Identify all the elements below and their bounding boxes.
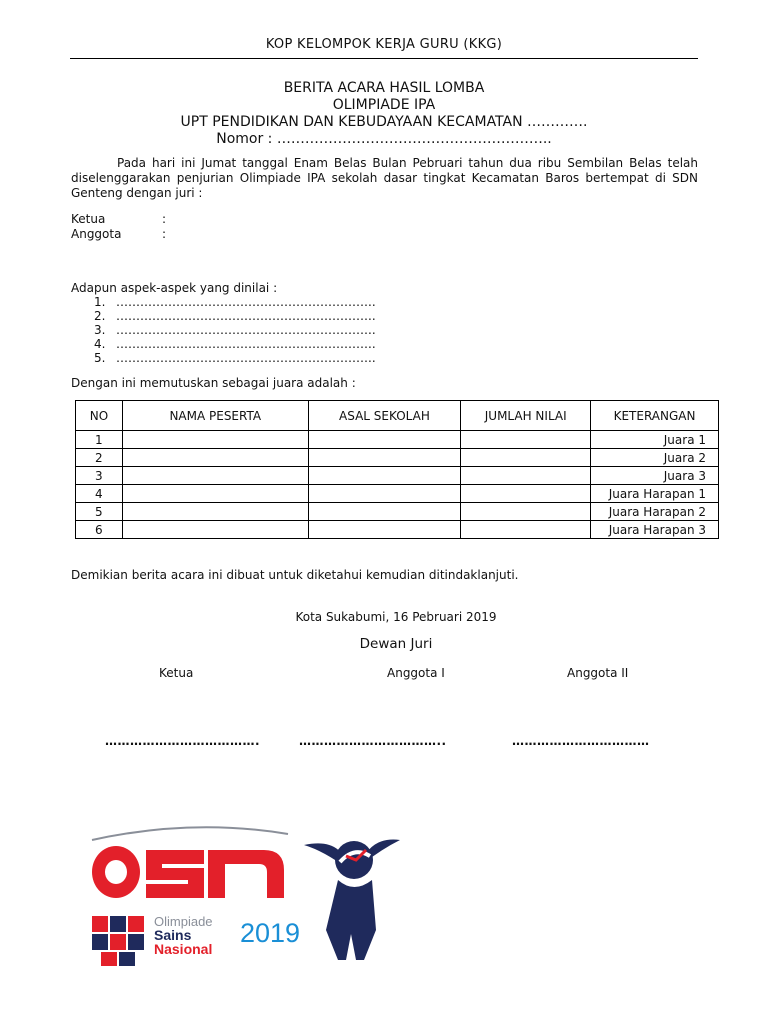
signature-label-anggota-2: Anggota II — [567, 666, 629, 680]
header-nama: NAMA PESERTA — [122, 401, 308, 431]
cell-keterangan: Juara Harapan 1 — [591, 485, 719, 503]
logo-olimpiade-text: Olimpiade — [154, 914, 213, 929]
signature-line-anggota-1: …………………………….. — [299, 734, 447, 748]
cell-asal — [308, 503, 461, 521]
title-line-3: UPT PENDIDIKAN DAN KEBUDAYAAN KECAMATAN …………. — [180, 114, 588, 130]
header-asal: ASAL SEKOLAH — [308, 401, 461, 431]
aspek-item — [94, 295, 376, 309]
logo-nasional-text: Nasional — [154, 941, 213, 957]
title-block — [0, 80, 768, 148]
cell-nilai — [461, 503, 591, 521]
cell-nilai — [461, 449, 591, 467]
aspek-item — [94, 351, 376, 365]
osn-letter-n-shape — [208, 850, 284, 898]
table-row — [76, 521, 719, 539]
cell-no: 3 — [76, 467, 123, 485]
table-header-row — [76, 401, 719, 431]
aspek-item — [94, 337, 376, 351]
decision-text: Dengan ini memutuskan sebagai juara adalah : — [71, 376, 356, 390]
aspek-num: 1. — [94, 295, 106, 309]
cell-nilai — [461, 521, 591, 539]
aspek-num: 2. — [94, 309, 106, 323]
aspek-blank: ……………………………………………………….. — [116, 309, 376, 323]
aspek-blank: ……………………………………………………….. — [116, 323, 376, 337]
signature-label-ketua: Ketua — [159, 666, 194, 680]
aspek-blank: ……………………………………………………….. — [116, 351, 376, 365]
cell-no: 1 — [76, 431, 123, 449]
osn-letter-s-shape — [146, 850, 204, 898]
juri-label: Anggota — [71, 227, 122, 241]
cell-nama — [122, 449, 308, 467]
signature-label-anggota-1: Anggota I — [387, 666, 445, 680]
table-row — [76, 503, 719, 521]
cell-nama — [122, 503, 308, 521]
header-nilai: JUMLAH NILAI — [461, 401, 591, 431]
aspek-num: 4. — [94, 337, 106, 351]
aspek-blank: ……………………………………………………….. — [116, 337, 376, 351]
title-line-1: BERITA ACARA HASIL LOMBA — [283, 80, 485, 96]
aspek-title: Adapun aspek-aspek yang dinilai : — [71, 281, 278, 295]
cell-keterangan: Juara 3 — [591, 467, 719, 485]
cell-keterangan: Juara Harapan 3 — [591, 521, 719, 539]
aspek-num: 3. — [94, 323, 106, 337]
cube-icon — [92, 916, 144, 966]
juri-ketua — [71, 212, 166, 227]
document-number: Nomor : ………………………………………………….. — [216, 131, 552, 147]
table-row — [76, 449, 719, 467]
aspek-item — [94, 309, 376, 323]
intro-text: Pada hari ini Jumat tanggal Enam Belas Bulan Pebruari tahun dua ribu Sembilan Belas telah diselenggarakan penjurian Olimpiade IPA sekolah dasar tingkat Kecamatan Baros bertempat di SDN Genteng dengan juri : — [71, 156, 698, 200]
osn-logo — [88, 820, 448, 970]
cell-nama — [122, 431, 308, 449]
header-no: NO — [76, 401, 123, 431]
table-row — [76, 485, 719, 503]
table-row — [76, 431, 719, 449]
cell-nama — [122, 467, 308, 485]
cell-keterangan: Juara 2 — [591, 449, 719, 467]
logo-year-text: 2019 — [240, 918, 301, 948]
figure-body-icon — [326, 880, 376, 960]
juri-colon: : — [162, 227, 167, 241]
cell-no: 6 — [76, 521, 123, 539]
logo-sains-text: Sains — [154, 927, 192, 943]
dewan-juri-heading: Dewan Juri — [359, 636, 433, 652]
cell-asal — [308, 449, 461, 467]
aspek-blank: ……………………………………………………….. — [116, 295, 376, 309]
cell-keterangan: Juara 1 — [591, 431, 719, 449]
closing-text: Demikian berita acara ini dibuat untuk diketahui kemudian ditindaklanjuti. — [71, 568, 519, 582]
juri-anggota — [71, 227, 166, 242]
letterhead: KOP KELOMPOK KERJA GURU (KKG) — [265, 37, 503, 52]
title-line-2: OLIMPIADE IPA — [332, 97, 436, 113]
cell-asal — [308, 467, 461, 485]
table-row — [76, 467, 719, 485]
cell-no: 2 — [76, 449, 123, 467]
juri-colon: : — [162, 212, 167, 226]
cell-nilai — [461, 485, 591, 503]
cell-nilai — [461, 467, 591, 485]
signature-line-ketua: ………………………………. — [105, 734, 261, 748]
letterhead-rule — [70, 58, 698, 59]
signature-line-anggota-2: …………………………… — [512, 734, 650, 748]
cell-nama — [122, 521, 308, 539]
cell-nilai — [461, 431, 591, 449]
cell-nama — [122, 485, 308, 503]
juri-label: Ketua — [71, 212, 106, 226]
cell-no: 4 — [76, 485, 123, 503]
results-table — [75, 400, 719, 539]
cell-no: 5 — [76, 503, 123, 521]
place-date: Kota Sukabumi, 16 Pebruari 2019 — [295, 610, 497, 624]
cell-keterangan: Juara Harapan 2 — [591, 503, 719, 521]
header-keterangan: KETERANGAN — [591, 401, 719, 431]
cell-asal — [308, 431, 461, 449]
aspek-num: 5. — [94, 351, 106, 365]
cell-asal — [308, 521, 461, 539]
aspek-list — [94, 295, 376, 365]
intro-paragraph — [71, 156, 698, 201]
cell-asal — [308, 485, 461, 503]
aspek-item — [94, 323, 376, 337]
